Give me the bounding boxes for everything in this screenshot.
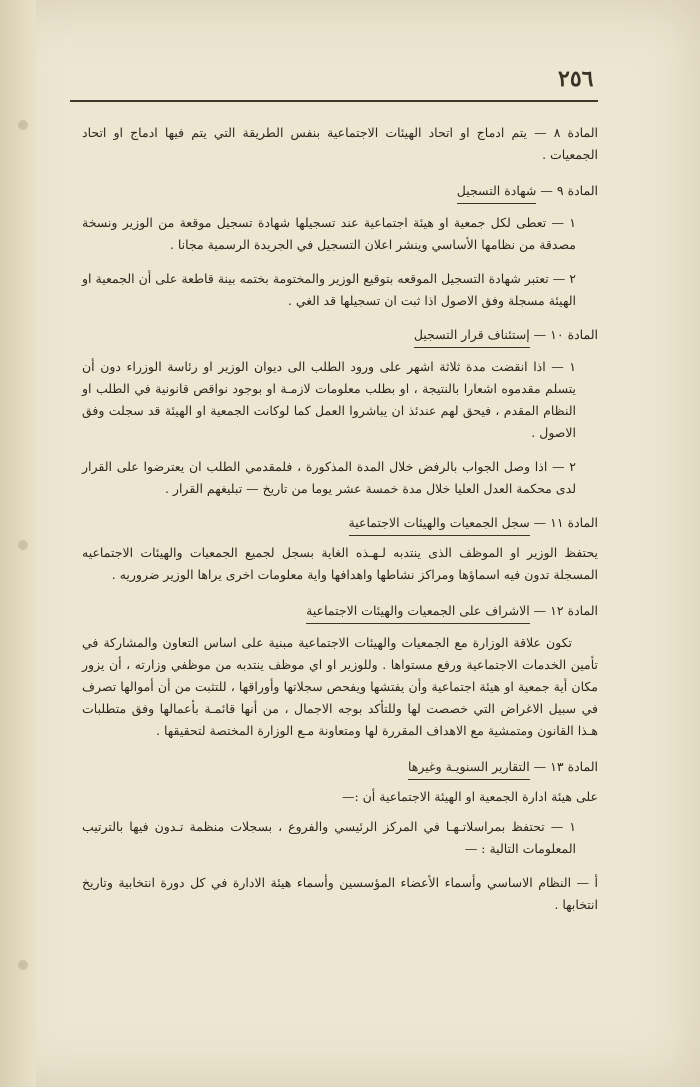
document-body <box>82 122 598 928</box>
article-title: التقارير السنويـة وغيرها <box>408 756 530 780</box>
punch-hole <box>18 960 28 970</box>
article-text: يحتفظ الوزير او الموظف الذى ينتدبه لـهـذه الغاية بسجل لجميع الجمعيات والهيئات الاجتماعيه المسجلة تدون فيه اسماؤها ومراكز نشاطها واهدافها واية معلومات اخرى يراها الوزير ضروريه . <box>82 545 598 582</box>
article-intro: على هيئة ادارة الجمعية او الهيئة الاجتماعية أن :— <box>341 789 598 804</box>
article-label: المادة ٩ — <box>540 183 598 198</box>
article-text: تكون علاقة الوزارة مع الجمعيات والهيئات الاجتماعية مبنية على اساس التعاون والمشاركة في تأمين الخدمات الاجتماعية ورفع مستواها . وللوزير او اي موظف ينتدبه من موظفي وزارته ، أن يزور مكان أية جمعية او هيئة اجتماعية وأن يفتشها ويفحص سجلاتها وأوراقها ، للتثبت من أن أموالها تصرف في سبيل الاغراض التي خصصت لها وللتأكد بوجه الاجمال ، من أنها قائمـة بأعمالها وفق متطلبات هـذا القانون ومتمشية مع الاهداف المقررة لها ومتعاونة مـع الوزارة المختصة لتحقيقها . <box>82 635 598 738</box>
article-13 <box>82 756 598 916</box>
article-item: ١ — تحتفظ بمراسلاتـهـا في المركز الرئيسي والفروع ، بسجلات منظمة تـدون فيها بالترتيب المعلومات التالية : — <box>82 819 576 856</box>
article-item: ٢ — اذا وصل الجواب بالرفض خلال المدة المذكورة ، فلمقدمي الطلب ان يعترضوا على القرار لدى محكمة العدل العليا خلال مدة خمسة عشر يوما من تاريخ — تبليغهم القرار . <box>82 459 576 496</box>
article-text: يتم ادماج او اتحاد الهيئات الاجتماعية بنفس الطريقة التي يتم فيها ادماج او اتحاد الجمعيات . <box>82 125 598 162</box>
punch-hole <box>18 540 28 550</box>
article-label: المادة ١٣ — <box>533 759 598 774</box>
article-title: الاشراف على الجمعيات والهيئات الاجتماعية <box>306 600 530 624</box>
article-11 <box>82 512 598 586</box>
article-title: شهادة التسجيل <box>457 180 537 204</box>
article-9 <box>82 180 598 312</box>
header-rule <box>70 100 598 102</box>
article-item: ٢ — تعتبر شهادة التسجيل الموقعه بتوقيع الوزير والمختومة بختمه بينة قاطعة على أن الجمعية او الهيئة مسجلة وفق الاصول اذا ثبت ان تسجيلها قد الغي . <box>82 271 576 308</box>
punch-hole <box>18 120 28 130</box>
article-item: ١ — تعطى لكل جمعية او هيئة اجتماعية عند تسجيلها شهادة تسجيل موقعة من الوزير ونسخة مصدقة من نظامها الأساسي وينشر اعلان التسجيل في الجريدة الرسمية مجانا . <box>82 215 576 252</box>
article-subitem: أ — النظام الاساسي وأسماء الأعضاء المؤسسين وأسماء هيئة الادارة في كل دورة انتخابية وتاريخ انتخابها . <box>82 875 598 912</box>
article-label: المادة ١٠ — <box>533 327 598 342</box>
article-12 <box>82 600 598 742</box>
article-10 <box>82 324 598 500</box>
article-label: المادة ١١ — <box>533 515 598 530</box>
article-label: المادة ٨ — <box>534 125 598 140</box>
article-title: إستئناف قرار التسجيل <box>414 324 530 348</box>
article-label: المادة ١٢ — <box>533 603 598 618</box>
article-title: سجل الجمعيات والهيئات الاجتماعية <box>349 512 530 536</box>
article-item: ١ — اذا انقضت مدة ثلاثة اشهر على ورود الطلب الى ديوان الوزير او رئاسة الوزراء دون أن يتسلم مقدموه اشعارا بالنتيجة ، او بطلب معلومات لازمـة او بوجود نواقص قانونية في الطلب او النظام المقدم ، فيحق لهم عندئذ ان يباشروا العمل كما لوكانت الجمعية او الهيئة قد سجلت وفق الاصول . <box>82 359 576 440</box>
page-number: ٢٥٦ <box>558 66 594 92</box>
article-8 <box>82 122 598 166</box>
